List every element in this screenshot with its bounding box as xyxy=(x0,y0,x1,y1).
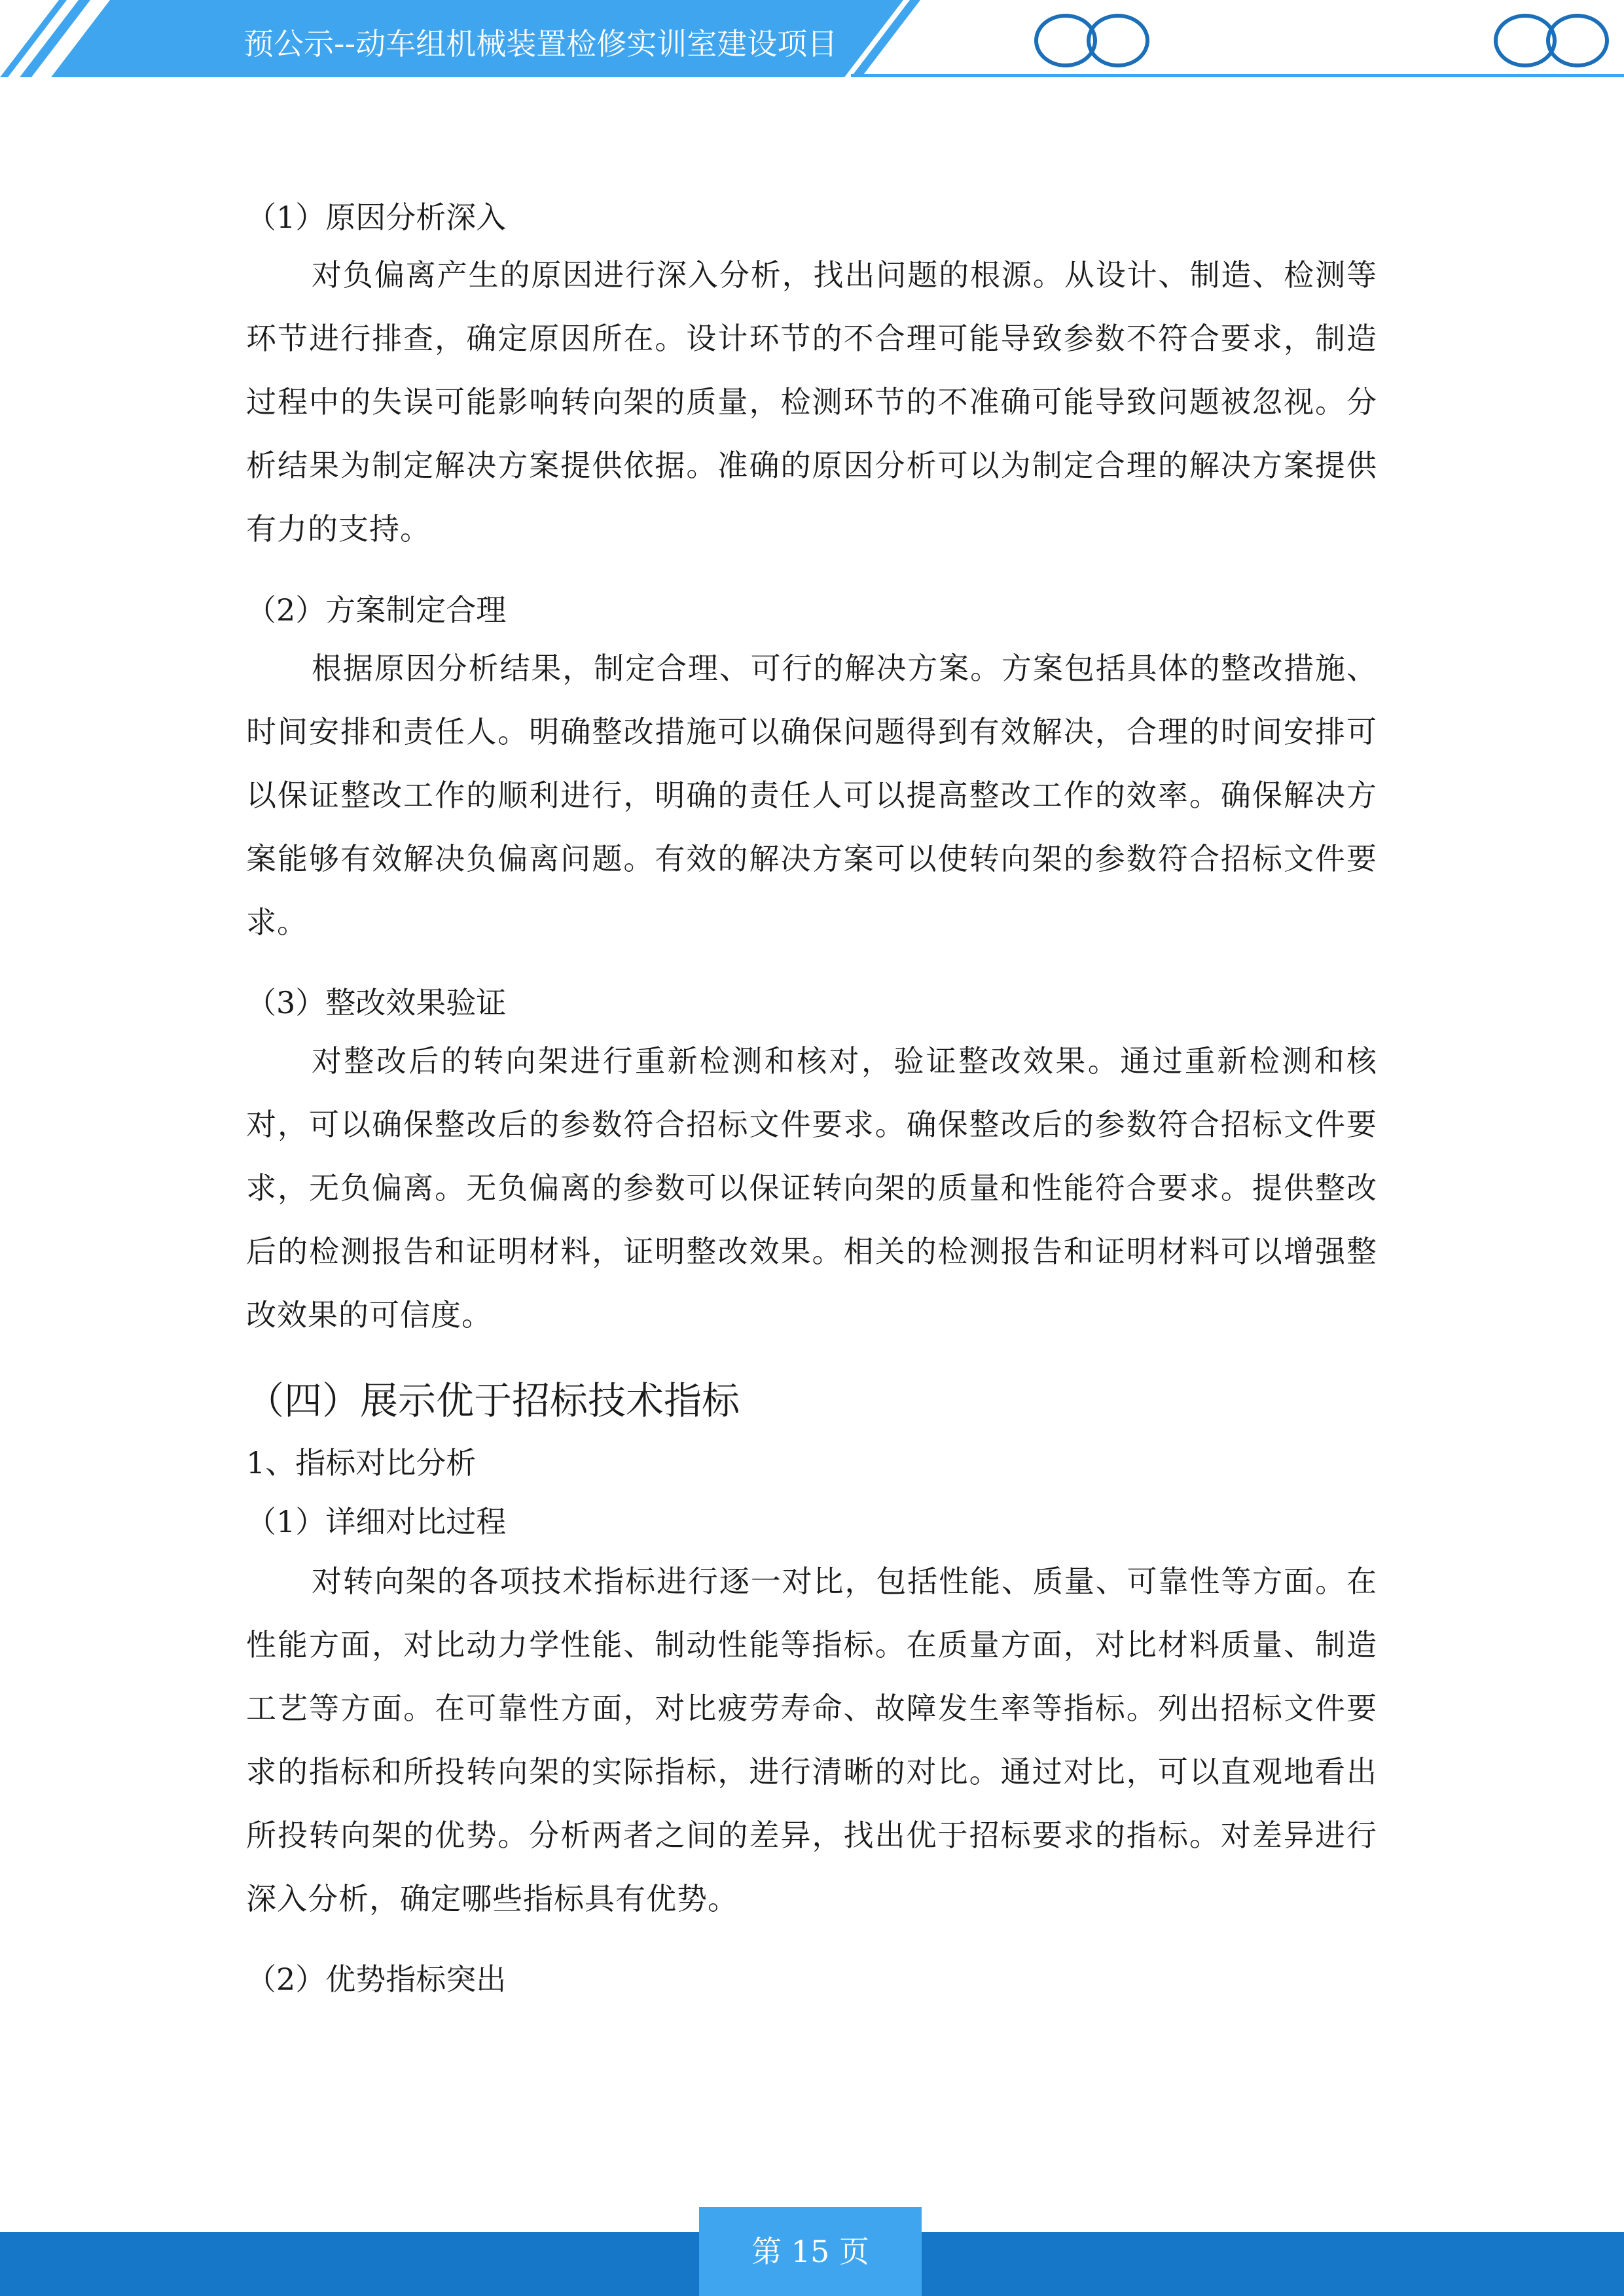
rings-logo-icon xyxy=(1496,16,1607,65)
rings-logo-icon xyxy=(1036,16,1147,65)
section-heading: （2）方案制定合理 xyxy=(246,592,507,628)
section-heading: （3）整改效果验证 xyxy=(246,985,507,1020)
section-heading: （1）原因分析深入 xyxy=(246,200,507,235)
paragraph: 对负偏离产生的原因进行深入分析，找出问题的根源。从设计、制造、检测等环节进行排查，确定原因所在。设计环节的不合理可能导致参数不符合要求，制造过程中的失误可能影响转向架的质量，检测环节的不准确可能导致问题被忽视。分析结果为制定解决方案提供依据。准确的原因分析可以为制定合理的解决方案提供有力的支持。 xyxy=(246,257,1377,547)
paragraph: 根据原因分析结果，制定合理、可行的解决方案。方案包括具体的整改措施、时间安排和责任人。明确整改措施可以确保问题得到有效解决，合理的时间安排可以保证整改工作的顺利进行，明确的责任人可以提高整改工作的效率。确保解决方案能够有效解决负偏离问题。有效的解决方案可以使转向架的参数符合招标文件要求。 xyxy=(246,651,1377,940)
page-number: 第 15 页 xyxy=(751,2234,869,2269)
page-header xyxy=(0,0,1624,85)
paragraph: 对转向架的各项技术指标进行逐一对比，包括性能、质量、可靠性等方面。在性能方面，对比动力学性能、制动性能等指标。在质量方面，对比材料质量、制造工艺等方面。在可靠性方面，对比疲劳寿命、故障发生率等指标。列出招标文件要求的指标和所投转向架的实际指标，进行清晰的对比。通过对比，可以直观地看出所投转向架的优势。分析两者之间的差异，找出优于招标要求的指标。对差异进行深入分析，确定哪些指标具有优势。 xyxy=(246,1564,1377,1916)
subsection-heading: 1、指标对比分析 xyxy=(246,1445,477,1480)
section-heading: （1）详细对比过程 xyxy=(246,1504,507,1539)
document-title: 预公示--动车组机械装置检修实训室建设项目 xyxy=(244,26,838,62)
paragraph: 对整改后的转向架进行重新检测和核对，验证整改效果。通过重新检测和核对，可以确保整改后的参数符合招标文件要求。确保整改后的参数符合招标文件要求，无负偏离。无负偏离的参数可以保证转向架的质量和性能符合要求。提供整改后的检测报告和证明材料，证明整改效果。相关的检测报告和证明材料可以增强整改效果的可信度。 xyxy=(246,1043,1377,1333)
section-heading: （2）优势指标突出 xyxy=(246,1962,507,1997)
header-rule xyxy=(851,74,1624,77)
chapter-heading: （四）展示优于招标技术指标 xyxy=(246,1378,740,1423)
